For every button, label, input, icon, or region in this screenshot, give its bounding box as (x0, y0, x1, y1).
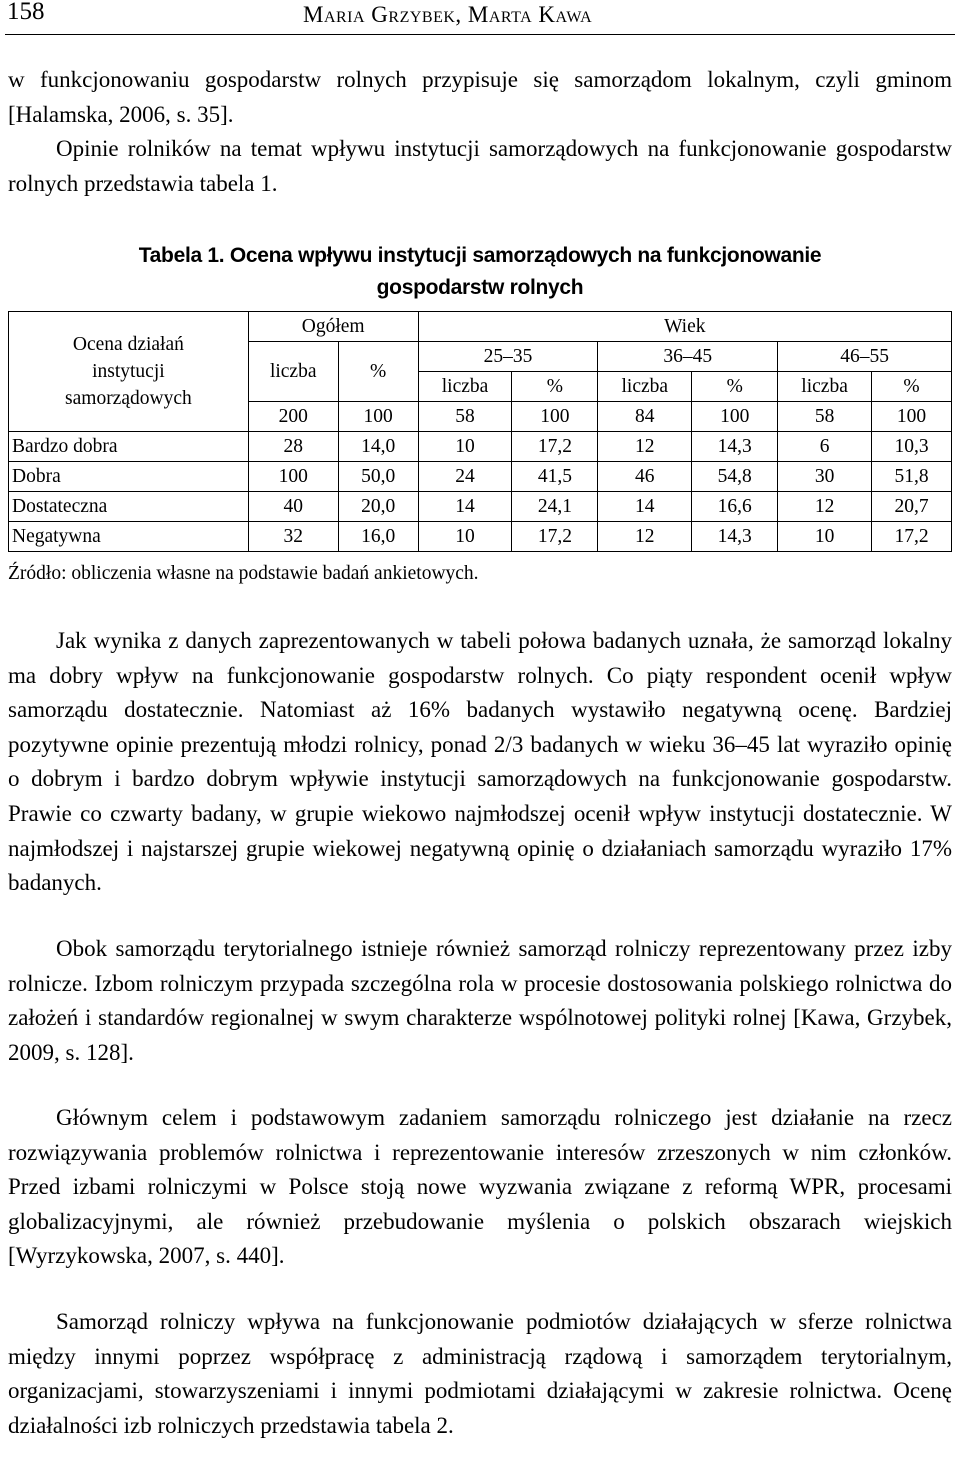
table-cell: 51,8 (872, 462, 952, 492)
liczba-header: liczba (418, 372, 512, 402)
page-header (5, 0, 955, 35)
total-cell: 100 (692, 402, 778, 432)
table-caption-line-2: gospodarstw rolnych (376, 276, 584, 299)
table-cell: 14,3 (692, 522, 778, 552)
total-cell: 58 (778, 402, 872, 432)
table-cell: 6 (778, 432, 872, 462)
table-cell: 41,5 (512, 462, 598, 492)
table-cell: 16,6 (692, 492, 778, 522)
table-row (9, 432, 952, 462)
age-group-header: 25–35 (418, 342, 598, 372)
total-cell: 100 (872, 402, 952, 432)
table-cell: 14,3 (692, 432, 778, 462)
table-row (9, 462, 952, 492)
intro-paragraph-2: Opinie rolników na temat wpływu instytucji samorządowych na funkcjonowanie gospodarstw rolnych przedstawia tabela 1. (8, 136, 952, 196)
table-cell: 20,7 (872, 492, 952, 522)
table-cell: 10 (418, 522, 512, 552)
total-cell: 58 (418, 402, 512, 432)
total-cell: 100 (512, 402, 598, 432)
table-cell: 17,2 (512, 432, 598, 462)
table-cell: 10 (418, 432, 512, 462)
table-cell: 24,1 (512, 492, 598, 522)
table-cell: 30 (778, 462, 872, 492)
body-paragraph-2: Obok samorządu terytorialnego istnieje również samorząd rolniczy reprezentowany przez izby rolnicze. Izbom rolniczym przypada szczególna rola w procesie dostosowania polskiego rolnictwa do założeń i standardów regionalnej w swym charakterze wspólnotowej polityki rolnej [Kawa, Grzybek, 2009, s. 128]. (8, 936, 952, 1065)
corner-header: Ocena działań instytucji samorządowych (9, 312, 249, 432)
table-cell: 14 (418, 492, 512, 522)
body-paragraph-1: Jak wynika z danych zaprezentowanych w tabeli połowa badanych uznała, że samorząd lokalny ma dobry wpływ na funkcjonowanie gospodarstw rolnych. Co piąty respondent ocenił wpływ samorządu dostatecznie. Natomiast aż 16% badanych wystawiło negatywną ocenę. Bardziej pozytywne opinie prezentują młodzi rolnicy, ponad 2/3 badanych w wieku 36–45 lat wyraziło opinię o dobrym i bardzo dobrym wpływie instytucji samorządowych na funkcjonowanie gospodarstw. Prawie co czwarty badany, w grupie wiekowo najmłodszej ocenił wpływ instytucji dostatecznie. W najmłodszej i najstarszej grupie wiekowej negatywną opinię o działaniach samorządu wyraziło 17% badanych. (8, 628, 952, 896)
running-head: Maria Grzybek, Marta Kawa (303, 2, 593, 27)
table-cell: 12 (598, 432, 692, 462)
ogolem-percent-header: % (338, 342, 418, 402)
table-caption-line-1: Tabela 1. Ocena wpływu instytucji samorządowych na funkcjonowanie (138, 244, 822, 267)
table-cell: 24 (418, 462, 512, 492)
total-cell: 200 (248, 402, 338, 432)
table-cell: 10,3 (872, 432, 952, 462)
table-cell: 46 (598, 462, 692, 492)
body-paragraph-4: Samorząd rolniczy wpływa na funkcjonowanie podmiotów działających w sferze rolnictwa między innymi poprzez współpracę z administracją rządową i samorządem terytorialnym, organizacjami, stowarzyszeniami i innymi podmiotami działającymi w zakresie rolnictwa. Ocenę działalności izb rolniczych przedstawia tabela 2. (8, 1309, 952, 1438)
table-source-note: Źródło: obliczenia własne na podstawie badań ankietowych. (8, 563, 479, 584)
table-cell: 54,8 (692, 462, 778, 492)
table-cell: 50,0 (338, 462, 418, 492)
intro-paragraph-1: w funkcjonowaniu gospodarstw rolnych przypisuje się samorządom lokalnym, czyli gminom [Halamska, 2006, s. 35]. (8, 67, 952, 127)
table-row (9, 522, 952, 552)
table-cell: 28 (248, 432, 338, 462)
table-cell: 12 (598, 522, 692, 552)
row-label: Negatywna (9, 522, 249, 552)
table-cell: 20,0 (338, 492, 418, 522)
table-caption (100, 240, 860, 304)
table-cell: 17,2 (872, 522, 952, 552)
percent-header: % (512, 372, 598, 402)
row-label: Dobra (9, 462, 249, 492)
total-cell: 100 (338, 402, 418, 432)
percent-header: % (692, 372, 778, 402)
ogolem-liczba-header: liczba (248, 342, 338, 402)
table-row (9, 492, 952, 522)
percent-header: % (872, 372, 952, 402)
table-cell: 40 (248, 492, 338, 522)
table-cell: 10 (778, 522, 872, 552)
body-paragraph-3: Głównym celem i podstawowym zadaniem samorządu rolniczego jest działanie na rzecz rozwiązywania problemów rolnictwa i reprezentowanie interesów zrzeszonych w nim członków. Przed izbami rolniczymi w Polsce stoją nowe wyzwania związane z reformą WPR, procesami globalizacyjnymi, ale również przebudowanie myślenia o polskich obszarach wiejskich [Wyrzykowska, 2007, s. 440]. (8, 1105, 952, 1269)
ogolem-header: Ogółem (248, 312, 418, 342)
total-cell: 84 (598, 402, 692, 432)
row-label: Dostateczna (9, 492, 249, 522)
table-cell: 17,2 (512, 522, 598, 552)
table-cell: 100 (248, 462, 338, 492)
table-cell: 14,0 (338, 432, 418, 462)
table-cell: 32 (248, 522, 338, 552)
page-number: 158 (7, 0, 45, 25)
age-group-header: 46–55 (778, 342, 952, 372)
age-group-header: 36–45 (598, 342, 778, 372)
wiek-header: Wiek (418, 312, 951, 342)
liczba-header: liczba (778, 372, 872, 402)
liczba-header: liczba (598, 372, 692, 402)
table-cell: 14 (598, 492, 692, 522)
assessment-table (8, 311, 952, 552)
table-cell: 12 (778, 492, 872, 522)
row-label: Bardzo dobra (9, 432, 249, 462)
table-cell: 16,0 (338, 522, 418, 552)
